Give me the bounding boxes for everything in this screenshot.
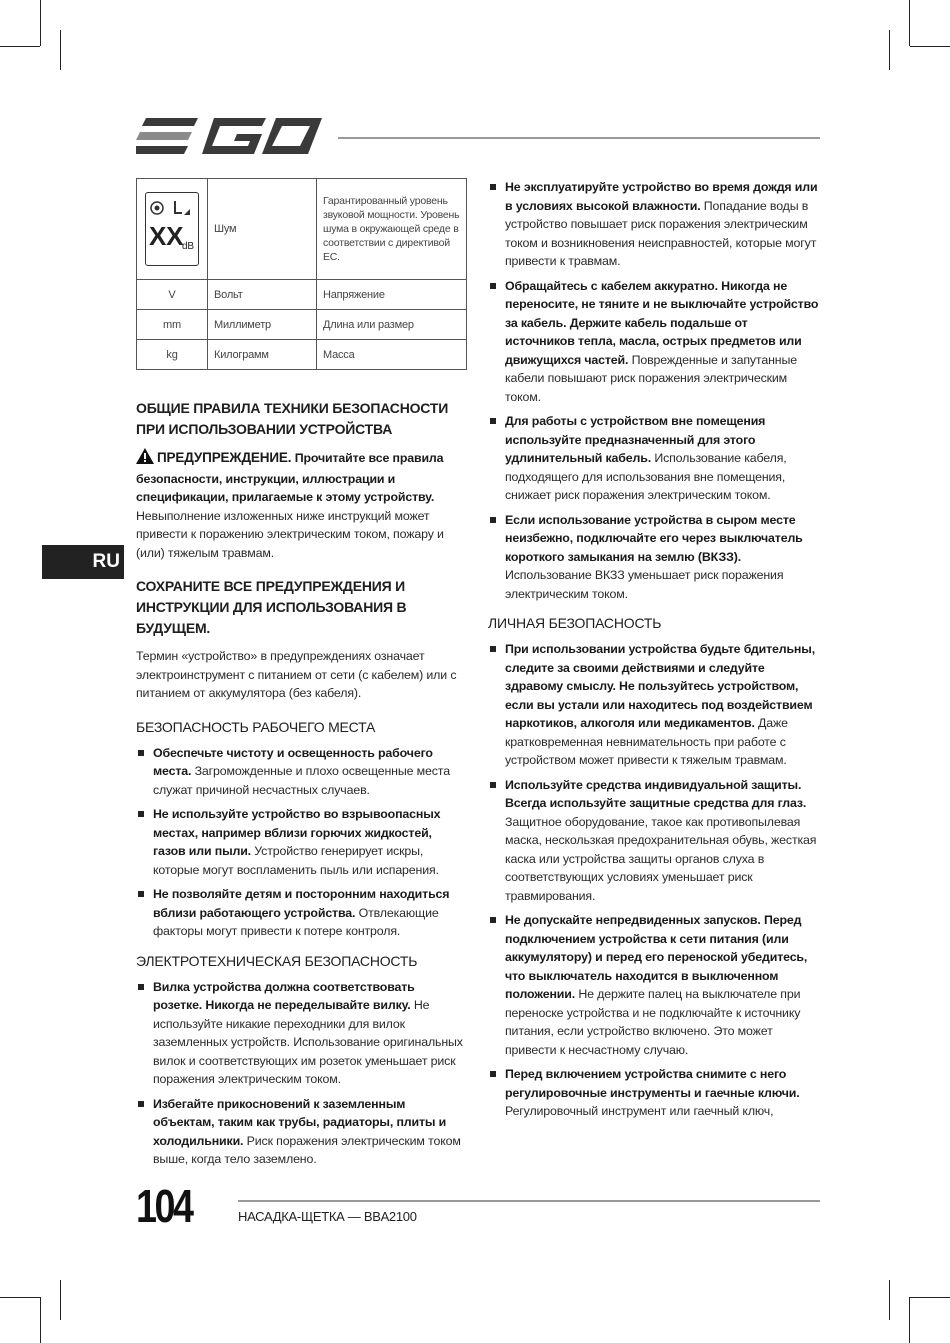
crop-mark	[910, 1297, 950, 1298]
electrical-list-left	[136, 978, 467, 1169]
bullet-icon	[490, 184, 496, 190]
general-rules-heading: ОБЩИЕ ПРАВИЛА ТЕХНИКИ БЕЗОПАСНОСТИ ПРИ ИСПОЛЬЗОВАНИИ УСТРОЙСТВА	[136, 400, 449, 437]
crop-mark	[40, 0, 41, 46]
list-item: Избегайте прикосновений к заземленным объектам, таким как трубы, радиаторы, плиты и холодильники. Риск поражения электрическим током выше, когда тело заземлено.	[136, 1095, 467, 1169]
crop-mark	[0, 1297, 40, 1298]
page-number: 104	[136, 1180, 192, 1232]
bullet-icon	[490, 517, 496, 523]
list-item: Вилка устройства должна соответствовать розетке. Никогда не переделывайте вилку. Не используйте никакие переходники для вилок заземленных устройств. Использование оригинальных вилок и соответствующих им розеток уменьшает риск поражения электрическим током.	[136, 978, 467, 1089]
crop-mark	[910, 46, 950, 47]
workplace-list	[136, 744, 467, 941]
right-column	[488, 178, 820, 1131]
footer-title: НАСАДКА-ЩЕТКА — BBA2100	[238, 1209, 417, 1224]
svg-text:dB: dB	[182, 241, 194, 252]
footer-rule	[238, 1200, 820, 1202]
list-item: Используйте средства индивидуальной защиты. Всегда используйте защитные средства для глаз. Защитное оборудование, такое как противопылевая маска, нескользкая предохранительная обувь, жесткая каска или устройства защиты органов слуха в соответствующих условиях уменьшает риск травмирования.	[488, 776, 820, 906]
symbol-description: Напряжение	[317, 280, 467, 310]
bullet-icon	[490, 646, 496, 652]
crop-mark	[909, 0, 910, 46]
bullet-icon	[138, 891, 144, 897]
list-item: Не используйте устройство во взрывоопасных местах, например вблизи горючих жидкостей, газов или пыли. Устройство генерирует искры, которые могут воспламенить пыль или испарения.	[136, 805, 467, 879]
workplace-safety-heading: БЕЗОПАСНОСТЬ РАБОЧЕГО МЕСТА	[136, 718, 376, 735]
electrical-safety-heading: ЭЛЕКТРОТЕХНИЧЕСКАЯ БЕЗОПАСНОСТЬ	[136, 952, 418, 969]
left-column	[136, 178, 467, 1179]
bullet-icon	[490, 917, 496, 923]
symbol-name: Вольт	[208, 280, 317, 310]
symbol-description: Гарантированный уровень звуковой мощности. Уровень шума в окружающей среде в соответствии с директивой ЕС.	[317, 179, 467, 280]
header-rule	[338, 137, 820, 139]
warning-text: Невыполнение изложенных ниже инструкций может привести к поражению электрическим током, пожару и (или) тяжелым травмам.	[136, 508, 444, 560]
list-item: Обращайтесь с кабелем аккуратно. Никогда не переносите, не тяните и не выключайте устройство за кабель. Держите кабель подальше от источников тепла, масла, острых предметов или движущихся частей. Поврежденные и запутанные кабели повышают риск поражения электрическим током.	[488, 277, 820, 407]
crop-mark	[0, 46, 40, 47]
bullet-icon	[138, 984, 144, 990]
bullet-icon	[138, 811, 144, 817]
symbol-description: Длина или размер	[317, 310, 467, 340]
table-row	[137, 310, 467, 340]
symbol-name: Шум	[208, 179, 317, 280]
list-item: Для работы с устройством вне помещения используйте предназначенный для этого удлинительный кабель. Использование кабеля, подходящего для использования вне помещения, снижает риск поражения электрическим током.	[488, 412, 820, 505]
save-instructions-heading: СОХРАНИТЕ ВСЕ ПРЕДУПРЕЖДЕНИЯ И ИНСТРУКЦИИ ДЛЯ ИСПОЛЬЗОВАНИЯ В БУДУЩЕМ.	[136, 578, 407, 636]
crop-mark	[889, 30, 890, 70]
svg-text:XX: XX	[149, 221, 184, 251]
symbol-cell: mm	[137, 310, 208, 340]
symbol-name: Килограмм	[208, 340, 317, 370]
bullet-icon	[490, 418, 496, 424]
crop-mark	[909, 1297, 910, 1343]
table-row	[137, 179, 467, 280]
term-definition: Термин «устройство» в предупреждениях означает электроинструмент с питанием от сети (с кабелем) или с питанием от аккумулятора (без кабеля).	[136, 649, 457, 700]
ego-logo	[136, 114, 322, 158]
bullet-icon	[138, 750, 144, 756]
symbol-table	[136, 178, 467, 370]
symbol-description: Масса	[317, 340, 467, 370]
crop-mark	[40, 1297, 41, 1343]
language-tab: RU	[42, 545, 124, 579]
list-item: Перед включением устройства снимите с него регулировочные инструменты и гаечные ключи. Регулировочный инструмент или гаечный ключ,	[488, 1065, 820, 1121]
warning-triangle-icon	[136, 448, 154, 470]
noise-level-icon	[145, 192, 199, 266]
table-row	[137, 280, 467, 310]
symbol-cell: V	[137, 280, 208, 310]
list-item: При использовании устройства будьте бдительны, следите за своими действиями и следуйте здравому смыслу. Не пользуйтесь устройством, если вы устали или находитесь под воздействием наркотиков, алкоголя или медикаментов. Даже кратковременная невнимательность при работе с устройством может привести к тяжелым травмам.	[488, 640, 820, 770]
list-item: Не позволяйте детям и посторонним находиться вблизи работающего устройства. Отвлекающие факторы могут привести к потере контроля.	[136, 885, 467, 941]
bullet-icon	[490, 283, 496, 289]
noise-symbol-cell	[137, 179, 208, 280]
warning-label: ПРЕДУПРЕЖДЕНИЕ.	[157, 450, 292, 465]
table-row	[137, 340, 467, 370]
crop-mark	[889, 1280, 890, 1320]
symbol-cell: kg	[137, 340, 208, 370]
list-item: Если использование устройства в сыром месте неизбежно, подключайте его через выключатель короткого замыкания на землю (ВКЗЗ). Использование ВКЗЗ уменьшает риск поражения электрическим током.	[488, 511, 820, 604]
crop-mark	[60, 30, 61, 70]
bullet-icon	[138, 1101, 144, 1107]
list-item: Не эксплуатируйте устройство во время дождя или в условиях высокой влажности. Попадание воды в устройство повышает риск поражения электрическим током и возникновения неисправностей, которые могут привести к травмам.	[488, 178, 820, 271]
personal-list	[488, 640, 820, 1121]
warning-paragraph	[136, 448, 467, 562]
list-item: Обеспечьте чистоту и освещенность рабочего места. Загроможденные и плохо освещенные места служат причиной несчастных случаев.	[136, 744, 467, 800]
electrical-list-right	[488, 178, 820, 603]
bullet-icon	[490, 782, 496, 788]
personal-safety-heading: ЛИЧНАЯ БЕЗОПАСНОСТЬ	[488, 615, 662, 631]
crop-mark	[60, 1280, 61, 1320]
warning-bold: Прочитайте все правила безопасности, инструкции, иллюстрации и спецификации, прилагаемые к этому устройству.	[136, 451, 444, 504]
bullet-icon	[490, 1071, 496, 1077]
list-item: Не допускайте непредвиденных запусков. Перед подключением устройства к сети питания (или аккумулятору) и перед его переноской убедитесь, что выключатель находится в выключенном положении. Не держите палец на выключателе при переноске устройства и не подключайте к источнику питания, если устройство включено. Это может привести к несчастному случаю.	[488, 911, 820, 1059]
symbol-name: Миллиметр	[208, 310, 317, 340]
